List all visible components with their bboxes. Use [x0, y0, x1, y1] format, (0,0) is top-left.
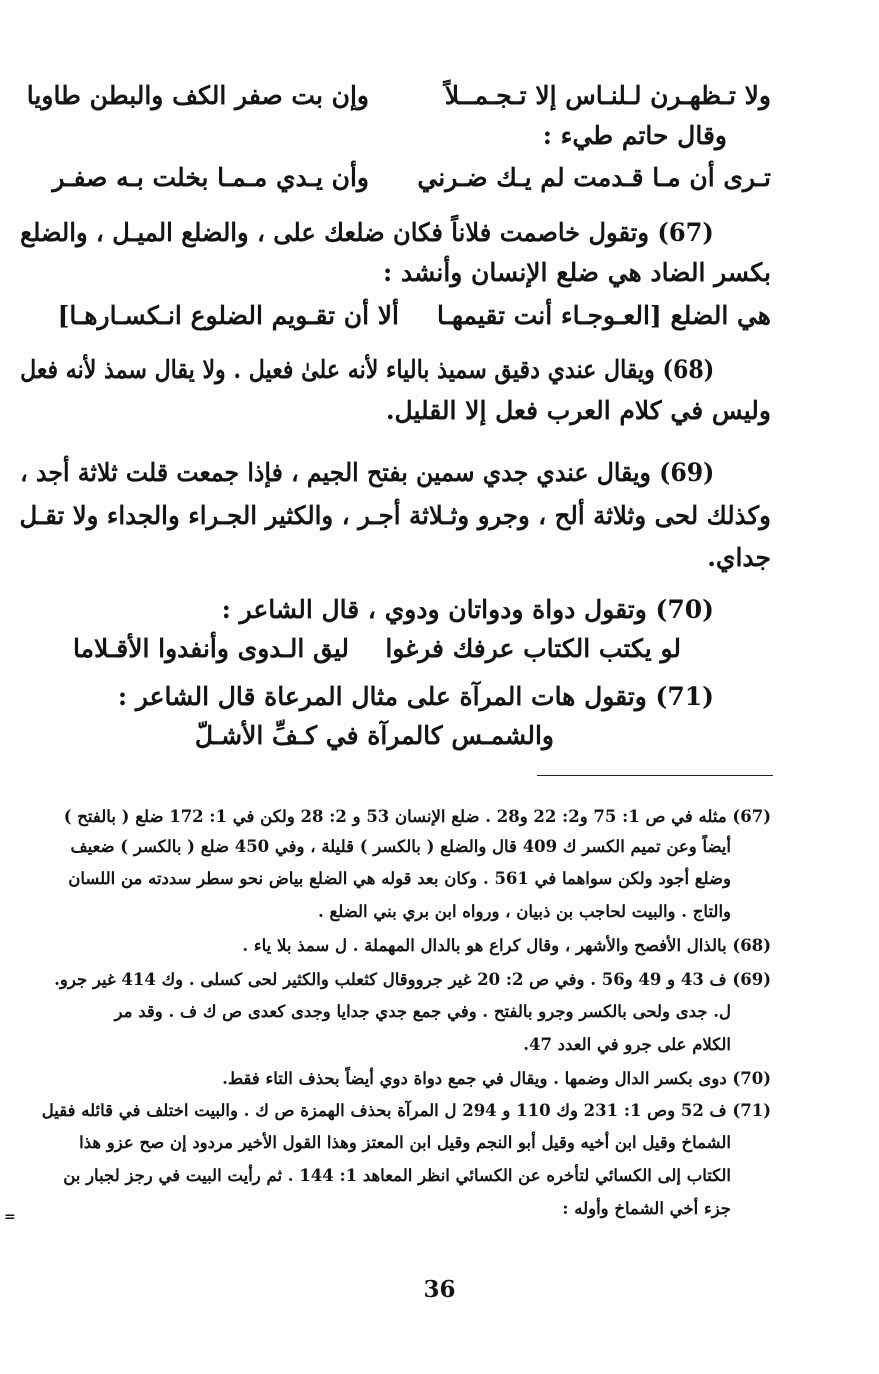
- verse-5: والشمـس كالمرآة في كـفِّ الأشـلّ: [194, 721, 554, 750]
- verse-2: [0, 160, 879, 200]
- verse-3-second-hemistich: ألا أن تقـويم الضلوع انـكسـارهـا]: [57, 301, 399, 330]
- paragraph-68-line-1: (68) ويقال عندي دقيق سميذ بالياء لأنه علىٰ فعيل . ولا يقال سمذ لأنه فعل: [19, 355, 714, 384]
- paragraph-68-line-2: وليس في كلام العرب فعل إلا القليل.: [385, 396, 771, 425]
- verse-4-second-hemistich: ليق الـدوى وأنفدوا الأقـلاما: [73, 634, 349, 663]
- paragraph-67-line-1: (67) وتقول خاصمت فلاناً فكان ضلعك على ، والضلع الميـل ، والضلع: [20, 218, 714, 247]
- footnote-71-line-4: جزء أخي الشماخ وأوله :: [562, 1199, 731, 1218]
- paragraph-70: (70) وتقول دواة ودواتان ودوي ، قال الشاعر :: [221, 595, 714, 624]
- page-number: 36: [423, 1276, 456, 1303]
- footnote-69-line-1: (69) ف 43 و 49 و56 . وفي ص 2: 20 غير جرووقال كثعلب والكثير لحى كسلى . وك 414 غير جرو.: [54, 970, 771, 989]
- verse-4-first-hemistich: لو يكتب الكتاب عرفك فرغوا: [385, 634, 681, 663]
- footnote-71-line-2: الشماخ وقيل ابن أخيه وقيل أبو النجم وقيل ابن المعتز وهذا القول الأخير مردود إن صح عزو هذا: [79, 1133, 731, 1152]
- footnote-67-line-1: (67) مثله في ص 1: 75 و2: 22 و28 . ضلع الإنسان 53 و 2: 28 ولكن في 1: 172 ضلع ( بالفتح ): [63, 807, 771, 826]
- footnote-71-line-1: (71) ف 52 وص 1: 231 وك 110 و 294 ل المرآة بحذف الهمزة ص ك . والبيت اختلف في قائله فقيل: [41, 1101, 771, 1120]
- verse-1-first-hemistich: ولا تـظهـرن لـلنـاس إلا تـجـمــلاً: [444, 81, 771, 110]
- margin-mark: =: [4, 1209, 16, 1225]
- footnote-separator: [537, 775, 773, 776]
- verse-2-first-hemistich: تـرى أن مـا قـدمت لم يـك ضـرني: [417, 163, 771, 192]
- paragraph-69-line-3: جداي.: [707, 543, 771, 572]
- verse-1: [0, 78, 879, 118]
- footnote-68: (68) بالذال الأفصح والأشهر ، وقال كراع هو بالدال المهملة . ل سمذ بلا ياء .: [242, 936, 771, 955]
- footnote-69-line-3: الكلام على جرو في العدد 47.: [523, 1035, 731, 1054]
- verse-3-first-hemistich: هي الضلع [العـوجـاء أنت تقيمهـا: [436, 301, 771, 330]
- footnote-71-line-3: الكتاب إلى الكسائي لتأخره عن الكسائي انظر المعاهد 1: 144 . ثم رأيت البيت في رجز لجبار بن: [63, 1166, 731, 1185]
- footnote-70: (70) دوى بكسر الدال وضمها . ويقال في جمع دواة دوي أيضاً بحذف التاء فقط.: [222, 1069, 771, 1088]
- verse-1-second-hemistich: وإن بت صفر الكف والبطن طاويا: [26, 81, 369, 110]
- footnote-67-line-3: وضلع أجود ولكن سواهما في 561 . وكان بعد قوله هي الضلع بياض نحو سطر سددته من اللسان: [68, 869, 731, 888]
- paragraph-71: (71) وتقول هات المرآة على مثال المرعاة قال الشاعر :: [117, 682, 714, 711]
- paragraph-67-line-2: بكسر الضاد هي ضلع الإنسان وأنشد :: [383, 258, 771, 287]
- verse-2-second-hemistich: وأن يـدي مـمـا بخلت بـه صفـر: [52, 163, 369, 192]
- footnote-67-line-4: والتاج . والبيت لحاجب بن ذبيان ، ورواه ابن بري بني الضلع .: [317, 902, 731, 921]
- paragraph-69-line-2: وكذلك لحى وثلاثة ألح ، وجرو وثـلاثة أجـر ، والكثير الجـراء والجداء ولا تقـل: [19, 501, 771, 530]
- verse-3: [0, 298, 879, 338]
- verse-4: [0, 631, 879, 671]
- hatim-intro-line: وقال حاتم طيء :: [542, 121, 727, 150]
- paragraph-69-line-1: (69) ويقال عندي جدي سمين بفتح الجيم ، فإذا جمعت قلت ثلاثة أجد ،: [19, 458, 714, 487]
- footnote-67-line-2: أيضاً وعن تميم الكسر ك 409 قال والضلع ( بالكسر ) قليلة ، وفي 450 ضلع ( بالكسر ) ضعيف: [70, 837, 731, 856]
- footnote-69-line-2: ل. جدى ولحى بالكسر وجرو بالفتح . وفي جمع جدي جدايا وجدى كعدى ص ك ف . وقد مر: [114, 1002, 731, 1021]
